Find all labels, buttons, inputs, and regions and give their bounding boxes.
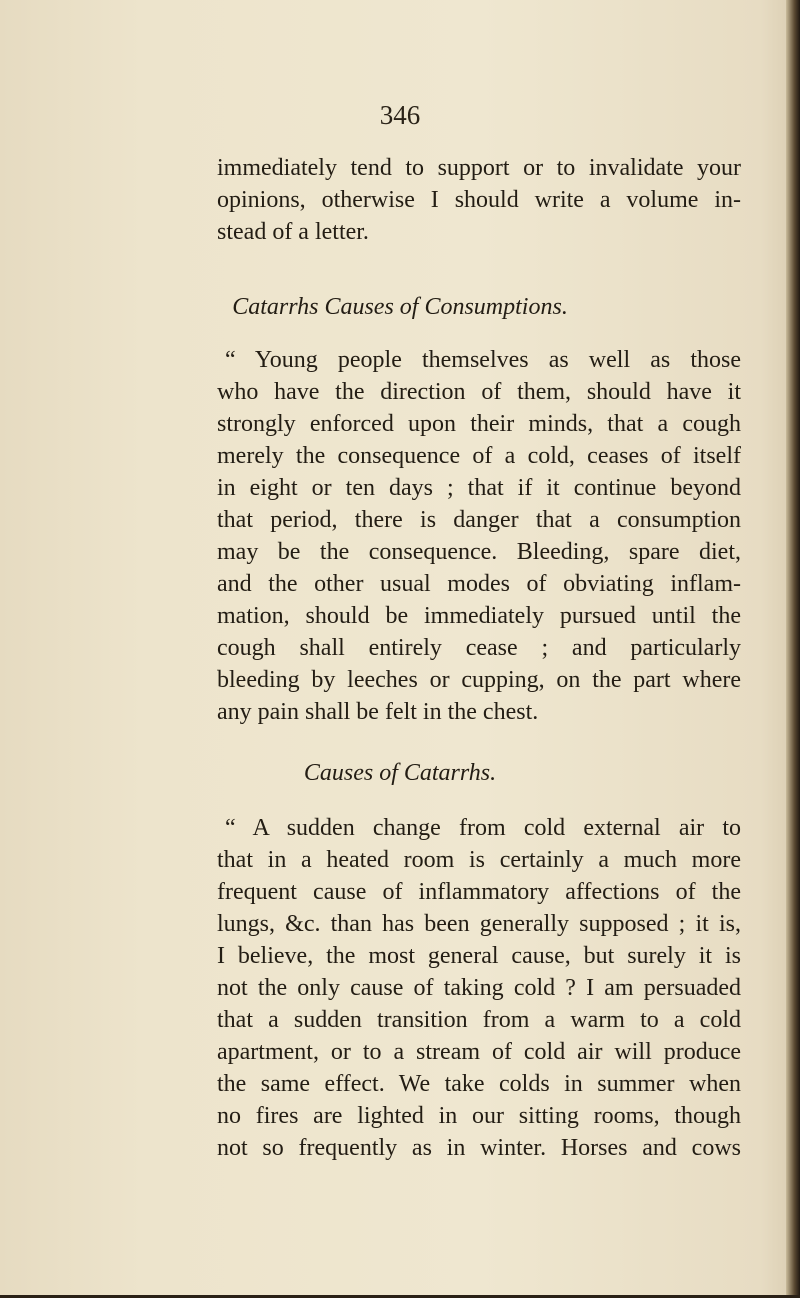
section-heading-catarrhs-causes-of-consumptions: Catarrhs Causes of Consumptions. bbox=[232, 294, 568, 320]
text-line: who have the direction of them, should have it bbox=[217, 379, 741, 405]
text-line: mation, should be immediately pursued until the bbox=[217, 603, 741, 629]
text-line: may be the consequence. Bleeding, spare diet, bbox=[217, 539, 741, 565]
text-line: and the other usual modes of obviating inflam- bbox=[217, 571, 741, 597]
text-line: stead of a letter. bbox=[217, 219, 369, 245]
text-line: not so frequently as in winter. Horses and cows bbox=[217, 1135, 741, 1161]
text-line: “ A sudden change from cold external air to bbox=[225, 815, 741, 841]
text-line: opinions, otherwise I should write a volume in- bbox=[217, 187, 741, 213]
section-heading-causes-of-catarrhs: Causes of Catarrhs. bbox=[303, 760, 497, 786]
paragraph-sudden-change bbox=[217, 812, 741, 1164]
text-line: that a sudden transition from a warm to a cold bbox=[217, 1007, 741, 1033]
paragraph-young-people bbox=[217, 344, 741, 728]
text-line: immediately tend to support or to invalidate your bbox=[217, 155, 741, 181]
text-line: that in a heated room is certainly a much more bbox=[217, 847, 741, 873]
intro-paragraph bbox=[217, 152, 741, 248]
text-line: merely the consequence of a cold, ceases of itself bbox=[217, 443, 741, 469]
text-line: in eight or ten days ; that if it continue beyond bbox=[217, 475, 741, 501]
text-line: the same effect. We take colds in summer when bbox=[217, 1071, 741, 1097]
page-edge-shadow bbox=[786, 0, 800, 1298]
page-number: 346 bbox=[379, 100, 421, 130]
text-line: “ Young people themselves as well as those bbox=[225, 347, 741, 373]
text-line: any pain shall be felt in the chest. bbox=[217, 699, 539, 725]
text-line: lungs, &c. than has been generally supposed ; it is, bbox=[217, 911, 741, 937]
text-line: that period, there is danger that a consumption bbox=[217, 507, 741, 533]
text-line: frequent cause of inflammatory affections of the bbox=[217, 879, 741, 905]
text-line: strongly enforced upon their minds, that a cough bbox=[217, 411, 741, 437]
text-line: no fires are lighted in our sitting rooms, though bbox=[217, 1103, 741, 1129]
text-line: bleeding by leeches or cupping, on the part where bbox=[217, 667, 741, 693]
text-line: apartment, or to a stream of cold air will produce bbox=[217, 1039, 741, 1065]
text-line: I believe, the most general cause, but surely it is bbox=[217, 943, 741, 969]
text-line: not the only cause of taking cold ? I am persuaded bbox=[217, 975, 741, 1001]
text-line: cough shall entirely cease ; and particularly bbox=[217, 635, 741, 661]
